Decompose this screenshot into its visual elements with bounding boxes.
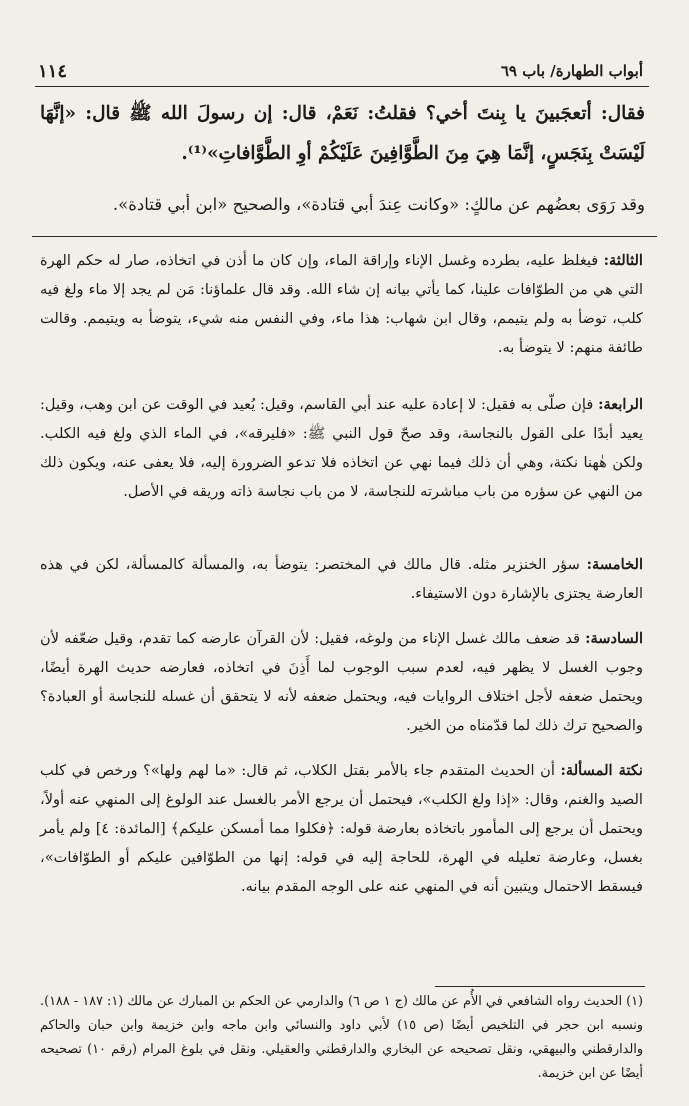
footnote: (١) الحديث رواه الشافعي في الأُم عن مالك (ج ١ ص ٦) والدارمي عن الحكم بن المبارك عن مالك (١: ١٨٧ - ١٨٨). ونسبه ابن حجر في التلخيص أيضًا (ص ١٥) لأبي داود والنسائي وابن ماجه وابن خزيمة وابن حبان والحاكم والدارقطني والبيهقي، ونقل تصحيحه عن البخاري والدارقطني والعقيلي. ونقل في بلوغ المرام (رقم ١٠) تصحيحه أيضًا عن ابن خزيمة. [40,994,643,1081]
paragraph-text: فإن صلّى به فقيل: لا إعادة عليه عند أبي القاسم، وقيل: يُعيد في الوقت عن ابن وهب، وقيل: يعيد أبدًا على القول بالنجاسة، وقد صحّ قول النبي ﷺ: «فليرقه»، في الماء الذي ولغ فيه الكلب. ولكن هٰهنا نكتة، وهي أن ذلك فيما نهي عن اتخاذه فلا تدعو الضرورة إليه، فلا يعفى عنه، ويكون ذلك من النهي عن سؤره من باب مباشرته للنجاسة، لا من باب نجاسة ذاته وريقه في الأصل. [40,396,643,500]
footnote-rule [435,986,645,987]
paragraph-heading: نكتة المسألة: [560,762,643,779]
paragraph-heading: السادسة: [585,630,643,647]
paragraph-text: سؤر الخنزير مثله. قال مالك في المختصر: يتوضأ به، والمسألة كالمسألة، لكن في هذه العارضة يجتزى بالإشارة دون الاستيفاء. [40,556,643,602]
commentary-fourth [40,390,643,506]
section-divider [32,236,657,237]
variant-note: وقد رَوَى بعضُهم عن مالكٍ: «وكانت عِندَ أبي قتادة»، والصحيح «ابن أبي قتادة». [112,195,645,214]
paragraph-heading: الثالثة: [603,252,643,269]
paragraph-heading: الخامسة: [586,556,643,573]
paragraph-text: أن الحديث المتقدم جاء بالأمر بقتل الكلاب، ثم قال: «ما لهم ولها»؟ ورخص في كلب الصيد والغنم، وقال: «إذا ولغ الكلب»، فيحتمل أن يرجع الأمر بالغسل عند الولوغ إلى المنهي عنه أولاً، ويحتمل أن يرجع إلى المأمور باتخاذه بعارضة قوله: ﴿فكلوا مما أمسكن عليكم﴾ [المائدة: ٤] ولم يأمر بغسل، وعارضة تعليله في الهرة، للحاجة إليه في قوله: إنها من الطوّافين عليكم أو الطوّافات»، فيسقط الاحتمال ويتبين أنه في المنهي عنه على الوجه المقدم بيانه. [40,762,643,895]
page-number: ١١٤ [38,60,68,82]
commentary-sixth [40,624,643,740]
commentary-third [40,246,643,362]
running-title: أبواب الطهارة/ باب ٦٩ [500,62,643,80]
hadith-text: فقال: أتعجَبينَ يا بِنتَ أخي؟ فقلتُ: نَعَمْ، قال: إن رسولَ الله ﷺ قال: «إنَّهَا لَيْسَتْ بِنَجَسٍ، إنَّمَا هِيَ مِنَ الطَّوَّافِينَ عَلَيْكُمْ أوِ الطَّوَّافاتِ»⁽¹⁾. [40,103,645,164]
page-header [38,58,643,84]
paragraph-text: قد ضعف مالك غسل الإناء من ولوغه، فقيل: لأن القرآن عارضه كما تقدم، وقيل ضعّفه لأن وجوب الغسل لا يظهر فيه، لعدم سبب الوجوب لما أَذِنَ في اتخاذه، فعارضه حديث الهرة أيضًا، ويحتمل ضعفه لأجل اختلاف الروايات فيه، ويحتمل ضعفه لأنه لا يتحقق أن غسله للنجاسة أو العبادة؟ والصحيح ترك ذلك لما قدّمناه من الخير. [40,630,643,734]
paragraph-heading: الرابعة: [598,396,643,413]
commentary-subtle-point [40,756,643,901]
header-rule [35,86,649,87]
paragraph-text: فيغلظ عليه، بطرده وغسل الإناء وإراقة الماء، وإن كان ما أذن في اتخاذه، صار له حكم الهرة التي هي من الطوّافات علينا، كما يأتي بيانه إن شاء الله. وقد قال علماؤنا: مَن لم يجد إلا ماء ولغ فيه كلب، توضأ به ولم يتيمم، وقال ابن شهاب: هذا ماء، وفي النفس منه شيء، يتوضأ به ويتيمم. وقالت طائفة منهم: لا يتوضأ به. [40,252,643,356]
commentary-fifth [40,550,643,608]
